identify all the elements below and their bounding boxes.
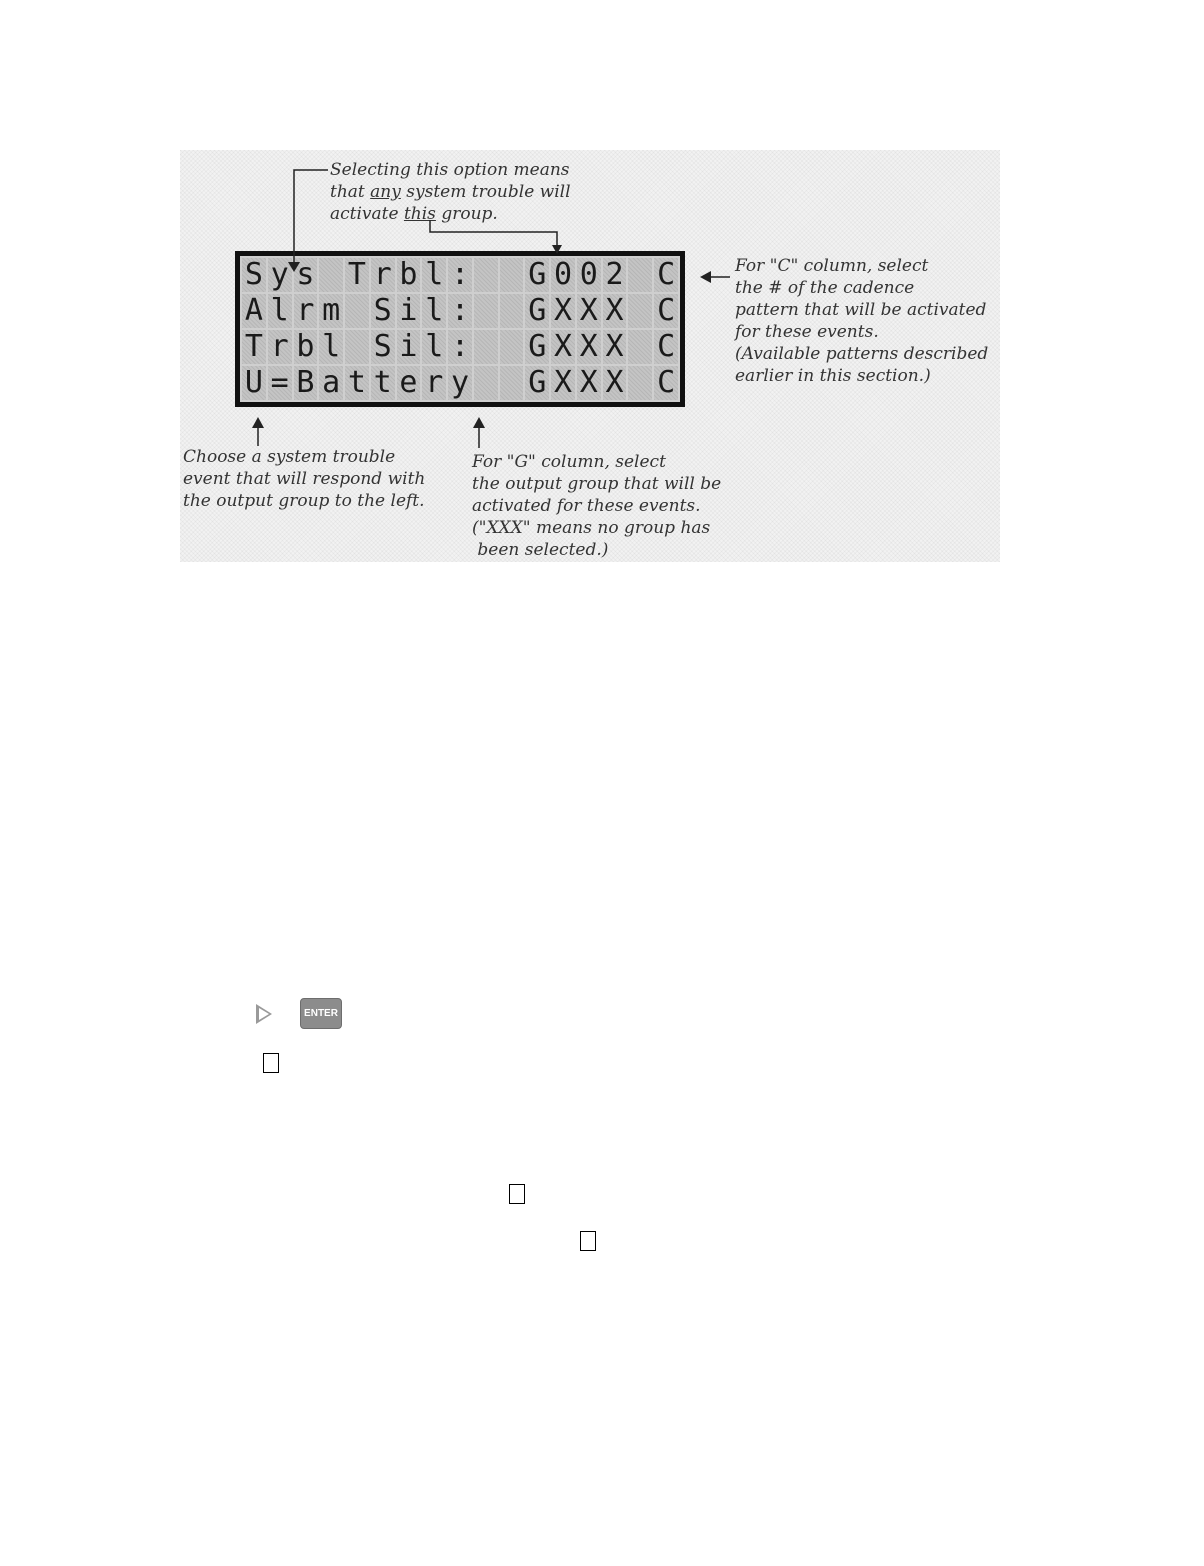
lcd-cell: X	[551, 294, 575, 328]
lcd-cell: S	[242, 258, 266, 292]
lcd-cell: U	[242, 366, 266, 400]
lcd-cell: 0	[551, 258, 575, 292]
right-annotation-line: for these events.	[735, 322, 879, 342]
bottom-annotation-line: ("XXX" means no group has	[472, 518, 711, 538]
lcd-cell: i	[397, 294, 421, 328]
right-annotation-line: (Available patterns described	[735, 344, 989, 364]
lcd-cell: C	[654, 258, 678, 292]
checkbox-icon	[263, 1053, 279, 1073]
lcd-cell: T	[242, 330, 266, 364]
lcd-cell: G	[525, 258, 549, 292]
lcd-cell: G	[525, 330, 549, 364]
lcd-cell: l	[422, 330, 446, 364]
lcd-cell: X	[603, 330, 627, 364]
lcd-cell: G	[525, 366, 549, 400]
lcd-cell: l	[268, 294, 292, 328]
right-annotation-line: earlier in this section.)	[735, 366, 931, 386]
lcd-cell: C	[654, 330, 678, 364]
lcd-cell: X	[603, 294, 627, 328]
lcd-cell: 2	[603, 258, 627, 292]
lcd-cell: =	[268, 366, 292, 400]
arrowhead-left-icon	[700, 271, 711, 283]
checkbox-icon	[509, 1184, 525, 1204]
lcd-cell: X	[551, 366, 575, 400]
enter-key-icon: ENTER	[300, 998, 342, 1029]
lcd-cell: l	[319, 330, 343, 364]
lcd-cell: y	[268, 258, 292, 292]
lcd-cell: X	[577, 294, 601, 328]
lcd-cell: A	[242, 294, 266, 328]
top-annotation-line-2: that any system trouble will	[330, 182, 571, 202]
key-icons	[254, 998, 344, 1030]
arrowhead-up-icon	[252, 417, 264, 428]
right-annotation-line: pattern that will be activated	[735, 300, 987, 320]
lcd-cell: b	[294, 330, 318, 364]
lcd-cell: :	[448, 258, 472, 292]
lcd-cell: r	[294, 294, 318, 328]
lcd-cell: 0	[577, 258, 601, 292]
play-arrow-icon	[256, 1004, 272, 1024]
left-annotation-line: Choose a system trouble	[183, 447, 396, 467]
lcd-cell: X	[577, 330, 601, 364]
bottom-annotation-line: For "G" column, select	[472, 452, 666, 472]
lcd-cell: r	[268, 330, 292, 364]
lcd-cell: i	[397, 330, 421, 364]
lcd-cell: a	[319, 366, 343, 400]
bottom-annotation-line: the output group that will be	[472, 474, 722, 494]
lcd-cell: S	[371, 294, 395, 328]
lcd-cell: e	[397, 366, 421, 400]
arrowhead-up-icon	[473, 417, 485, 428]
lcd-cell: l	[422, 258, 446, 292]
lcd-cell: :	[448, 294, 472, 328]
lcd-cell: S	[371, 330, 395, 364]
lcd-cell: G	[525, 294, 549, 328]
top-annotation-line-1: Selecting this option means	[330, 160, 570, 180]
lcd-cell: C	[654, 366, 678, 400]
callout-line-this	[430, 220, 557, 248]
lcd-cell: X	[551, 330, 575, 364]
arrowhead-down-icon	[288, 262, 300, 272]
right-annotation-line: the # of the cadence	[735, 278, 915, 298]
lcd-cell: T	[345, 258, 369, 292]
bottom-annotation-line: been selected.)	[472, 540, 609, 560]
top-annotation-line-3: activate this group.	[330, 204, 498, 224]
checkbox-icon	[580, 1231, 596, 1251]
lcd-cell: t	[345, 366, 369, 400]
lcd-cell: b	[397, 258, 421, 292]
lcd-cell: l	[422, 294, 446, 328]
lcd-figure	[180, 150, 1000, 562]
lcd-cell: m	[319, 294, 343, 328]
lcd-cell: s	[294, 258, 318, 292]
lcd-cell: :	[448, 330, 472, 364]
lcd-cell: r	[422, 366, 446, 400]
lcd-cell: X	[603, 366, 627, 400]
lcd-cell: C	[654, 294, 678, 328]
arrowhead-down-icon	[552, 245, 562, 254]
right-annotation-line: For "C" column, select	[735, 256, 929, 276]
lcd-cell: r	[371, 258, 395, 292]
lcd-cell: B	[294, 366, 318, 400]
callout-lines	[180, 150, 1000, 562]
lcd-cell: y	[448, 366, 472, 400]
lcd-cell: t	[371, 366, 395, 400]
left-annotation-line: event that will respond with	[183, 469, 426, 489]
callout-line-top	[294, 170, 328, 265]
lcd-cell: X	[577, 366, 601, 400]
left-annotation-line: the output group to the left.	[183, 491, 425, 511]
bottom-annotation-line: activated for these events.	[472, 496, 701, 516]
